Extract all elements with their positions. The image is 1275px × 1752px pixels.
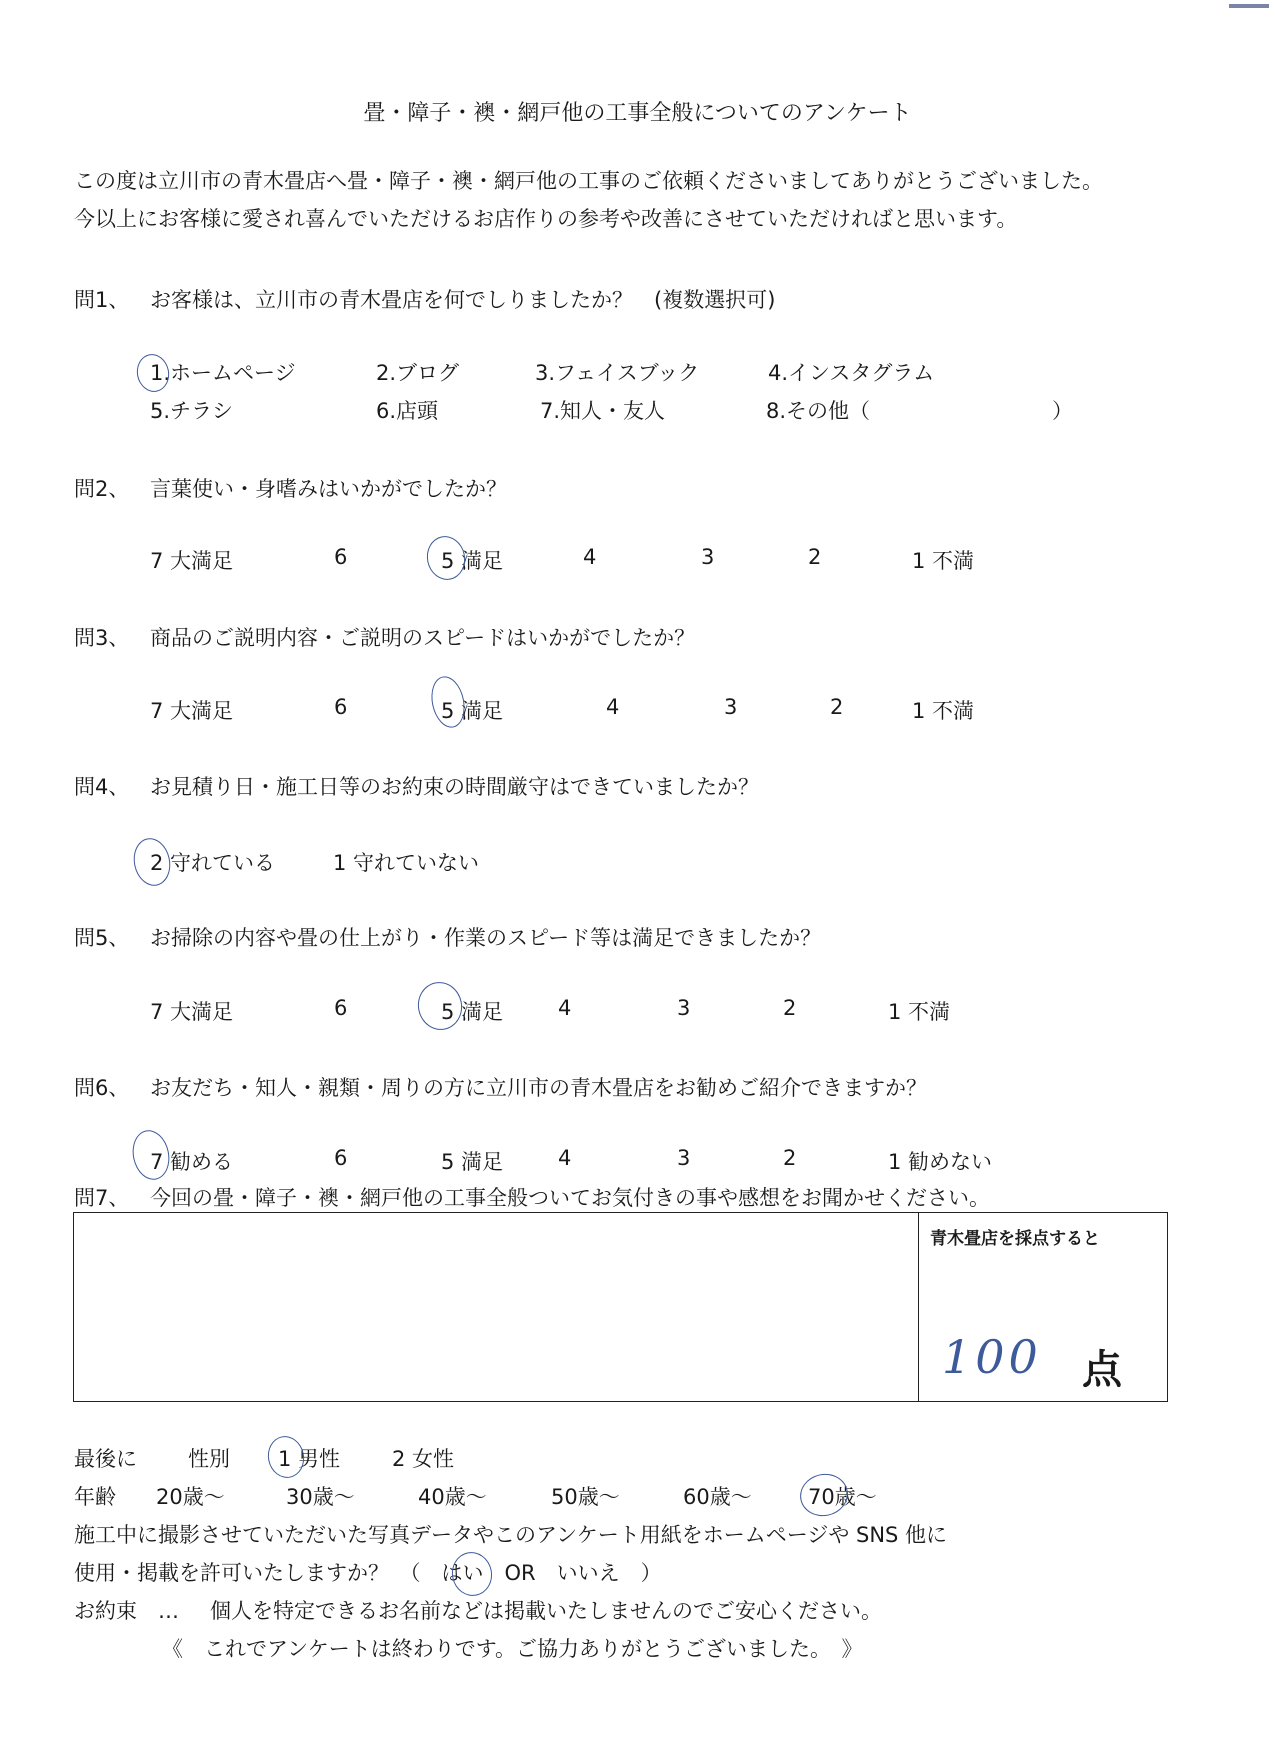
q6-option-1[interactable]: 1 勧めない	[888, 1150, 993, 1174]
q5-option-7[interactable]: 7 大満足	[150, 1000, 234, 1024]
q1-option-6[interactable]: 6.店頭	[376, 399, 439, 423]
q2-option-6[interactable]: 6	[334, 545, 348, 569]
q6-number: 問6、	[74, 1076, 130, 1100]
score-unit: 点	[1082, 1347, 1122, 1393]
q2-option-1[interactable]: 1 不満	[912, 549, 975, 573]
q3-number: 問3、	[74, 626, 130, 650]
score-value: 100	[942, 1330, 1042, 1384]
q1-option-2[interactable]: 2.ブログ	[376, 361, 460, 385]
q1-number: 問1、	[74, 288, 130, 312]
q1-option-5[interactable]: 5.チラシ	[150, 399, 234, 423]
q1-option-1[interactable]: 1.ホームページ	[150, 361, 296, 385]
closing-message: 《 これでアンケートは終わりです。ご協力ありがとうございました。 》	[162, 1637, 863, 1661]
q5-number: 問5、	[74, 926, 130, 950]
q2-option-3[interactable]: 3	[701, 545, 715, 569]
q6-option-2[interactable]: 2	[783, 1146, 797, 1170]
age-option-70[interactable]: 70歳～	[808, 1485, 877, 1509]
promise-text: 個人を特定できるお名前などは掲載いたしませんのでご安心ください。	[210, 1599, 882, 1623]
last-label: 最後に	[74, 1447, 137, 1471]
q5-option-4[interactable]: 4	[558, 996, 572, 1020]
q2-text: 言葉使い・身嗜みはいかがでしたか？	[150, 477, 507, 501]
age-option-50[interactable]: 50歳～	[551, 1485, 620, 1509]
age-option-20[interactable]: 20歳～	[156, 1485, 225, 1509]
q5-text: お掃除の内容や畳の仕上がり・作業のスピード等は満足できましたか？	[150, 926, 822, 950]
q3-option-7[interactable]: 7 大満足	[150, 699, 234, 723]
q1-option-3[interactable]: 3.フェイスブック	[535, 361, 700, 385]
permission-line-1: 施工中に撮影させていただいた写真データやこのアンケート用紙をホームページや SNS 他に	[74, 1523, 948, 1547]
q4-number: 問4、	[74, 775, 130, 799]
q6-option-3[interactable]: 3	[677, 1146, 691, 1170]
q5-option-3[interactable]: 3	[677, 996, 691, 1020]
score-divider	[918, 1212, 919, 1402]
age-option-30[interactable]: 30歳～	[286, 1485, 355, 1509]
q3-text: 商品のご説明内容・ご説明のスピードはいかがでしたか？	[150, 626, 696, 650]
q6-text: お友だち・知人・親類・周りの方に立川市の青木畳店をお勧めご紹介できますか？	[150, 1076, 927, 1100]
q6-option-6[interactable]: 6	[334, 1146, 348, 1170]
q3-option-5[interactable]: 5 満足	[441, 699, 504, 723]
promise-label: お約束 …	[74, 1599, 179, 1623]
q3-option-2[interactable]: 2	[830, 695, 844, 719]
q1-option-8-close: ）	[1052, 399, 1073, 423]
q6-option-4[interactable]: 4	[558, 1146, 572, 1170]
q2-number: 問2、	[74, 477, 130, 501]
age-option-40[interactable]: 40歳～	[418, 1485, 487, 1509]
q1-text: お客様は、立川市の青木畳店を何でしりましたか？ (複数選択可)	[150, 288, 776, 312]
q3-option-6[interactable]: 6	[334, 695, 348, 719]
scan-mark	[1229, 4, 1269, 8]
survey-title: 畳・障子・襖・網戸他の工事全般についてのアンケート	[363, 101, 912, 126]
q1-option-7[interactable]: 7.知人・友人	[540, 399, 666, 423]
q5-option-6[interactable]: 6	[334, 996, 348, 1020]
gender-option-female[interactable]: 2 女性	[392, 1447, 455, 1471]
q2-option-5[interactable]: 5 満足	[441, 549, 504, 573]
q2-option-2[interactable]: 2	[808, 545, 822, 569]
age-label: 年齢	[74, 1485, 116, 1509]
intro-line-2: 今以上にお客様に愛され喜んでいただけるお店作りの参考や改善にさせていただければと思います。	[74, 207, 1018, 231]
q5-option-2[interactable]: 2	[783, 996, 797, 1020]
gender-label: 性別	[188, 1447, 230, 1471]
q5-option-5[interactable]: 5 満足	[441, 1000, 504, 1024]
q4-option-1[interactable]: 1 守れていない	[333, 851, 480, 875]
score-label: 青木畳店を採点すると	[930, 1229, 1100, 1249]
q7-text: 今回の畳・障子・襖・網戸他の工事全般ついてお気付きの事や感想をお聞かせください。	[150, 1186, 990, 1210]
gender-option-male[interactable]: 1 男性	[278, 1447, 341, 1471]
permission-line-2: 使用・掲載を許可いたしますか？ （ はい OR いいえ ）	[74, 1561, 662, 1585]
intro-line-1: この度は立川市の青木畳店へ畳・障子・襖・網戸他の工事のご依頼くださいましてありがとうございました。	[74, 169, 1103, 193]
q2-option-7[interactable]: 7 大満足	[150, 549, 234, 573]
q3-option-4[interactable]: 4	[606, 695, 620, 719]
q3-option-1[interactable]: 1 不満	[912, 699, 975, 723]
age-option-60[interactable]: 60歳～	[683, 1485, 752, 1509]
q6-option-5[interactable]: 5 満足	[441, 1150, 504, 1174]
q4-option-2[interactable]: 2 守れている	[150, 851, 276, 875]
q2-option-4[interactable]: 4	[583, 545, 597, 569]
q5-option-1[interactable]: 1 不満	[888, 1000, 951, 1024]
q4-text: お見積り日・施工日等のお約束の時間厳守はできていましたか？	[150, 775, 759, 799]
q1-option-8[interactable]: 8.その他（	[766, 399, 871, 423]
q7-number: 問7、	[74, 1186, 130, 1210]
q1-option-4[interactable]: 4.インスタグラム	[768, 361, 935, 385]
q6-option-7[interactable]: 7 勧める	[150, 1150, 234, 1174]
q3-option-3[interactable]: 3	[724, 695, 738, 719]
